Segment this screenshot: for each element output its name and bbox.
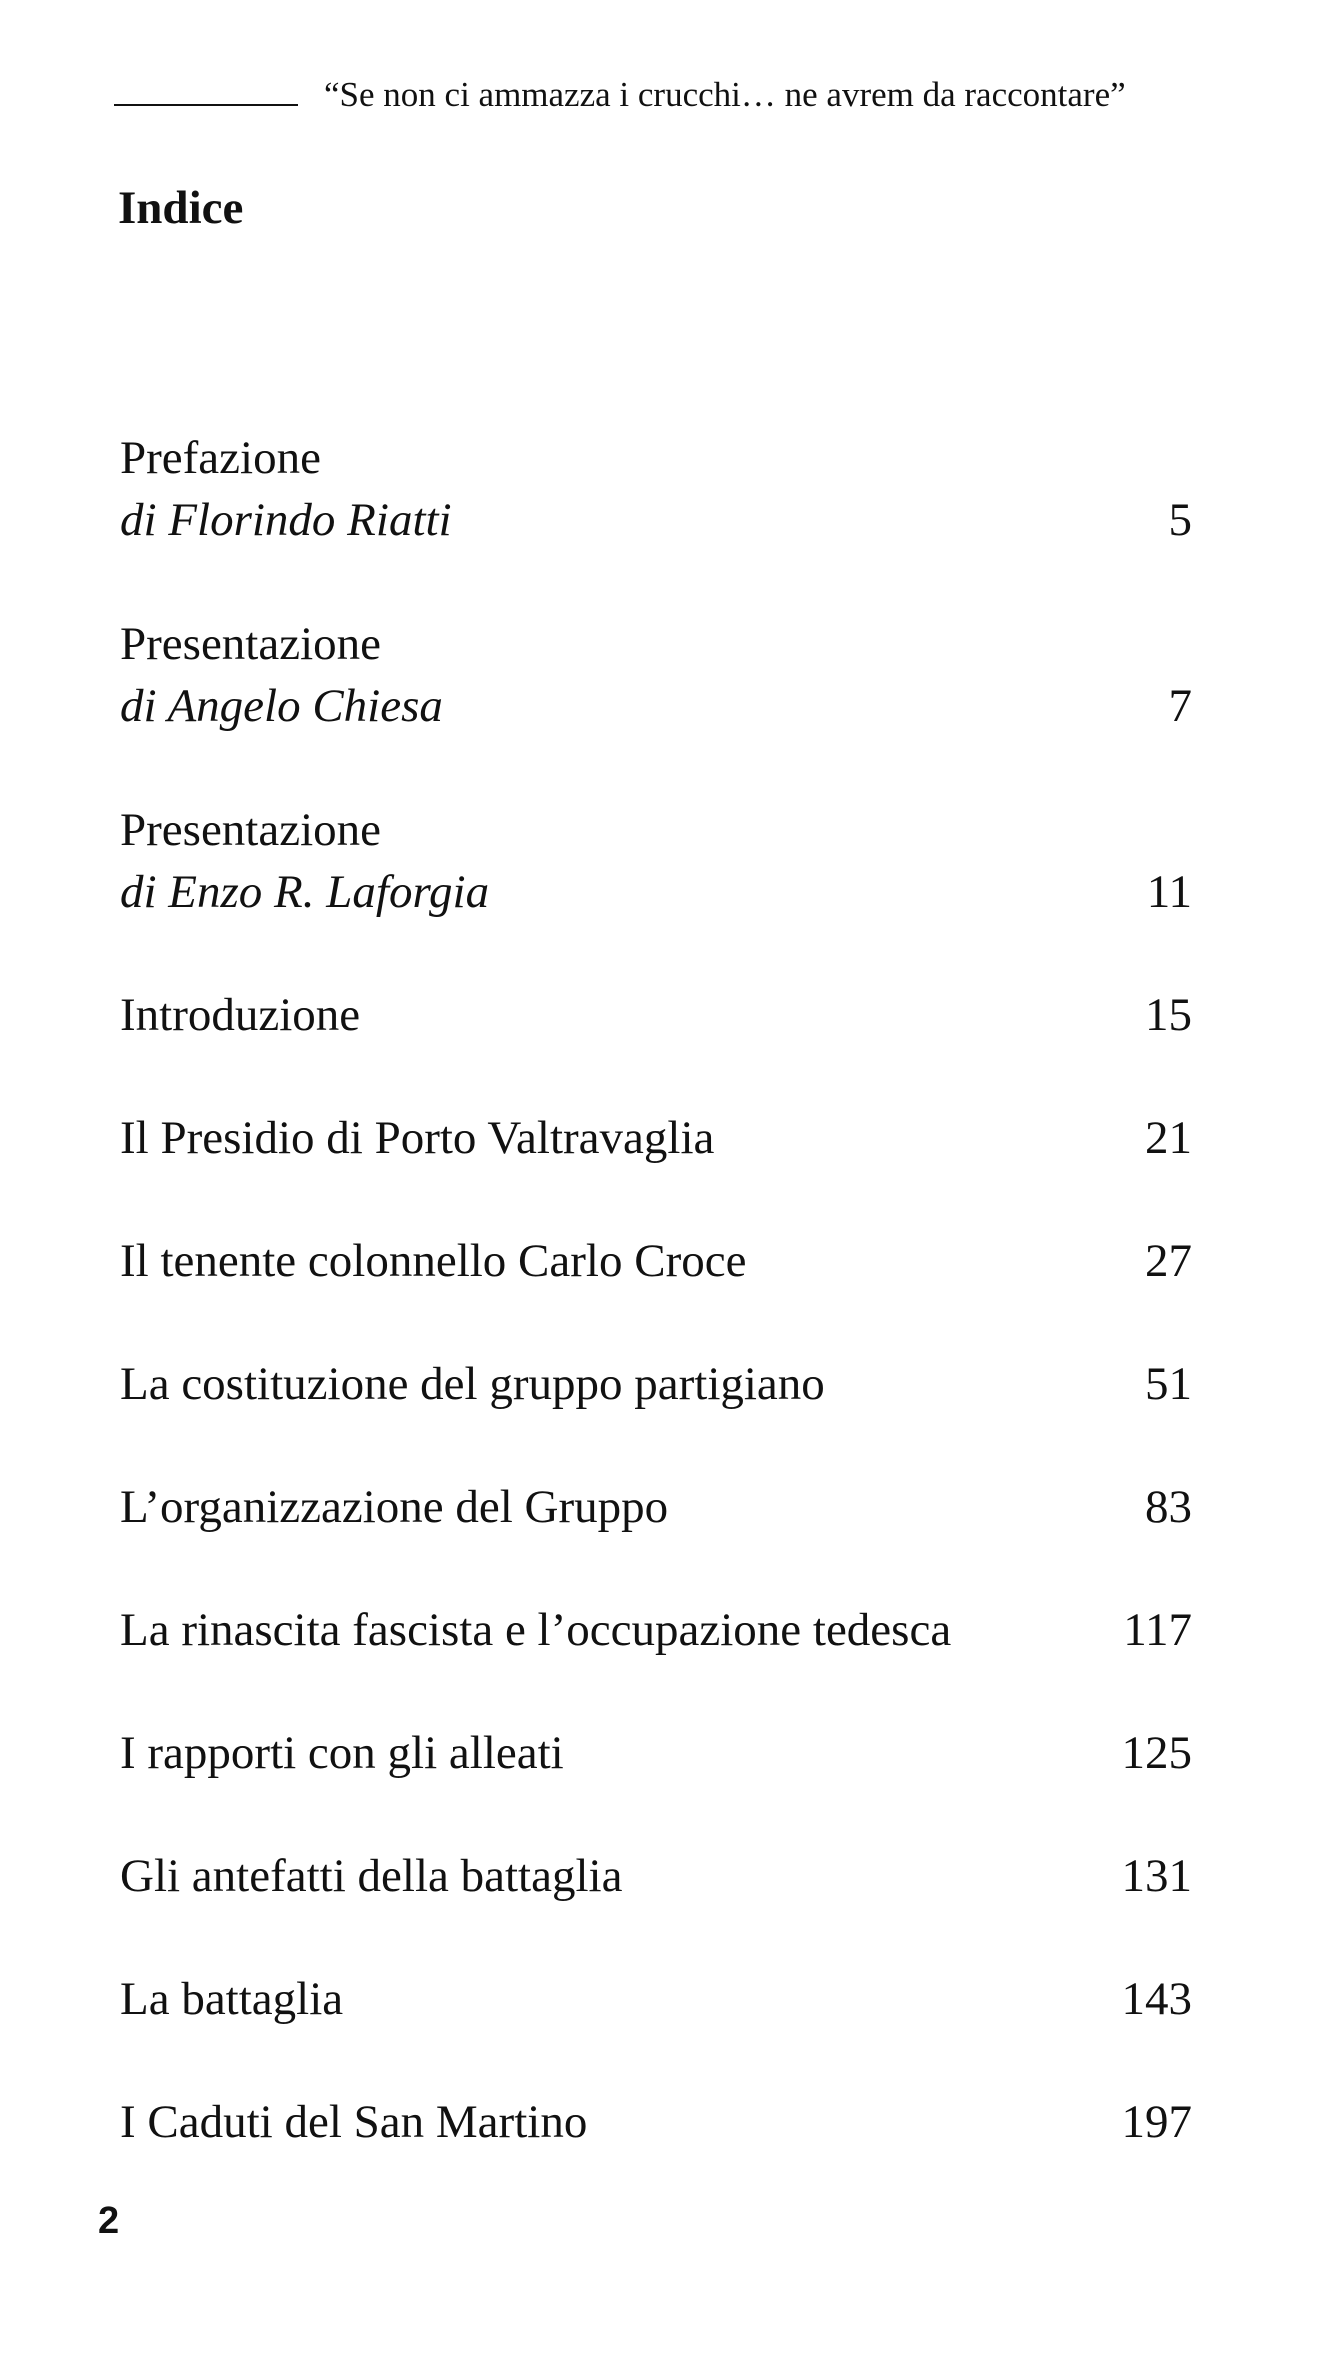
toc-entry-carlo-croce [120, 1231, 1192, 1291]
toc-entry-author: di Florindo Riatti [120, 494, 452, 546]
toc-entry-page-number: 5 [1168, 494, 1192, 546]
toc-entry-title: La rinascita fascista e l’occupazione tedesca [120, 1604, 952, 1656]
toc-entry-page-number: 143 [1121, 1973, 1192, 2025]
toc-entry-rinascita [120, 1600, 1192, 1660]
running-head-title: “Se non ci ammazza i crucchi… ne avrem da raccontare” [324, 75, 1126, 114]
toc-entry-title: Prefazione [120, 432, 321, 484]
toc-entry-antefatti [120, 1846, 1192, 1906]
toc-entry-introduzione [120, 985, 1192, 1045]
toc-entry-title: Presentazione [120, 804, 382, 856]
running-head [114, 70, 1194, 120]
toc-entry-page-number: 131 [1121, 1850, 1192, 1902]
toc-entry-caduti [120, 2092, 1192, 2152]
toc-entry-rapporti [120, 1723, 1192, 1783]
toc-entry-battaglia [120, 1969, 1192, 2029]
toc-entry-title: La costituzione del gruppo partigiano [120, 1358, 825, 1410]
toc-entry-page-number: 125 [1121, 1727, 1192, 1779]
toc-entry-title: Gli antefatti della battaglia [120, 1850, 623, 1902]
toc-heading: Indice [118, 182, 244, 234]
toc-entry-title: Introduzione [120, 989, 361, 1041]
toc-entry-title: L’organizzazione del Gruppo [120, 1481, 669, 1533]
toc-entry-title: I Caduti del San Martino [120, 2096, 588, 2148]
toc-entry-title: La battaglia [120, 1973, 344, 2025]
toc-entry-page-number: 197 [1121, 2096, 1192, 2148]
toc-entry-author: di Enzo R. Laforgia [120, 866, 490, 918]
toc-entry-title: Il tenente colonnello Carlo Croce [120, 1235, 747, 1287]
toc-entry-page-number: 117 [1123, 1604, 1192, 1656]
toc-entry-page-number: 51 [1145, 1358, 1192, 1410]
toc-entry-page-number: 11 [1146, 866, 1192, 918]
toc-entry-title: I rapporti con gli alleati [120, 1727, 564, 1779]
toc-entry-title: Presentazione [120, 618, 382, 670]
toc-entry-presidio [120, 1108, 1192, 1168]
page-number: 2 [98, 2200, 120, 2242]
toc-entry-page-number: 7 [1168, 680, 1192, 732]
toc-entry-page-number: 83 [1145, 1481, 1192, 1533]
toc-entry-title: Il Presidio di Porto Valtravaglia [120, 1112, 715, 1164]
toc-entry-page-number: 27 [1145, 1235, 1192, 1287]
toc-entry-author: di Angelo Chiesa [120, 680, 443, 732]
toc-entry-presentazione-chiesa [120, 614, 1192, 736]
running-head-rule [114, 104, 298, 106]
toc-entry-organizzazione [120, 1477, 1192, 1537]
toc-entry-presentazione-laforgia [120, 800, 1192, 922]
toc-entry-costituzione [120, 1354, 1192, 1414]
toc-entry-prefazione [120, 428, 1192, 550]
toc-entry-page-number: 15 [1145, 989, 1192, 1041]
toc-entry-page-number: 21 [1145, 1112, 1192, 1164]
